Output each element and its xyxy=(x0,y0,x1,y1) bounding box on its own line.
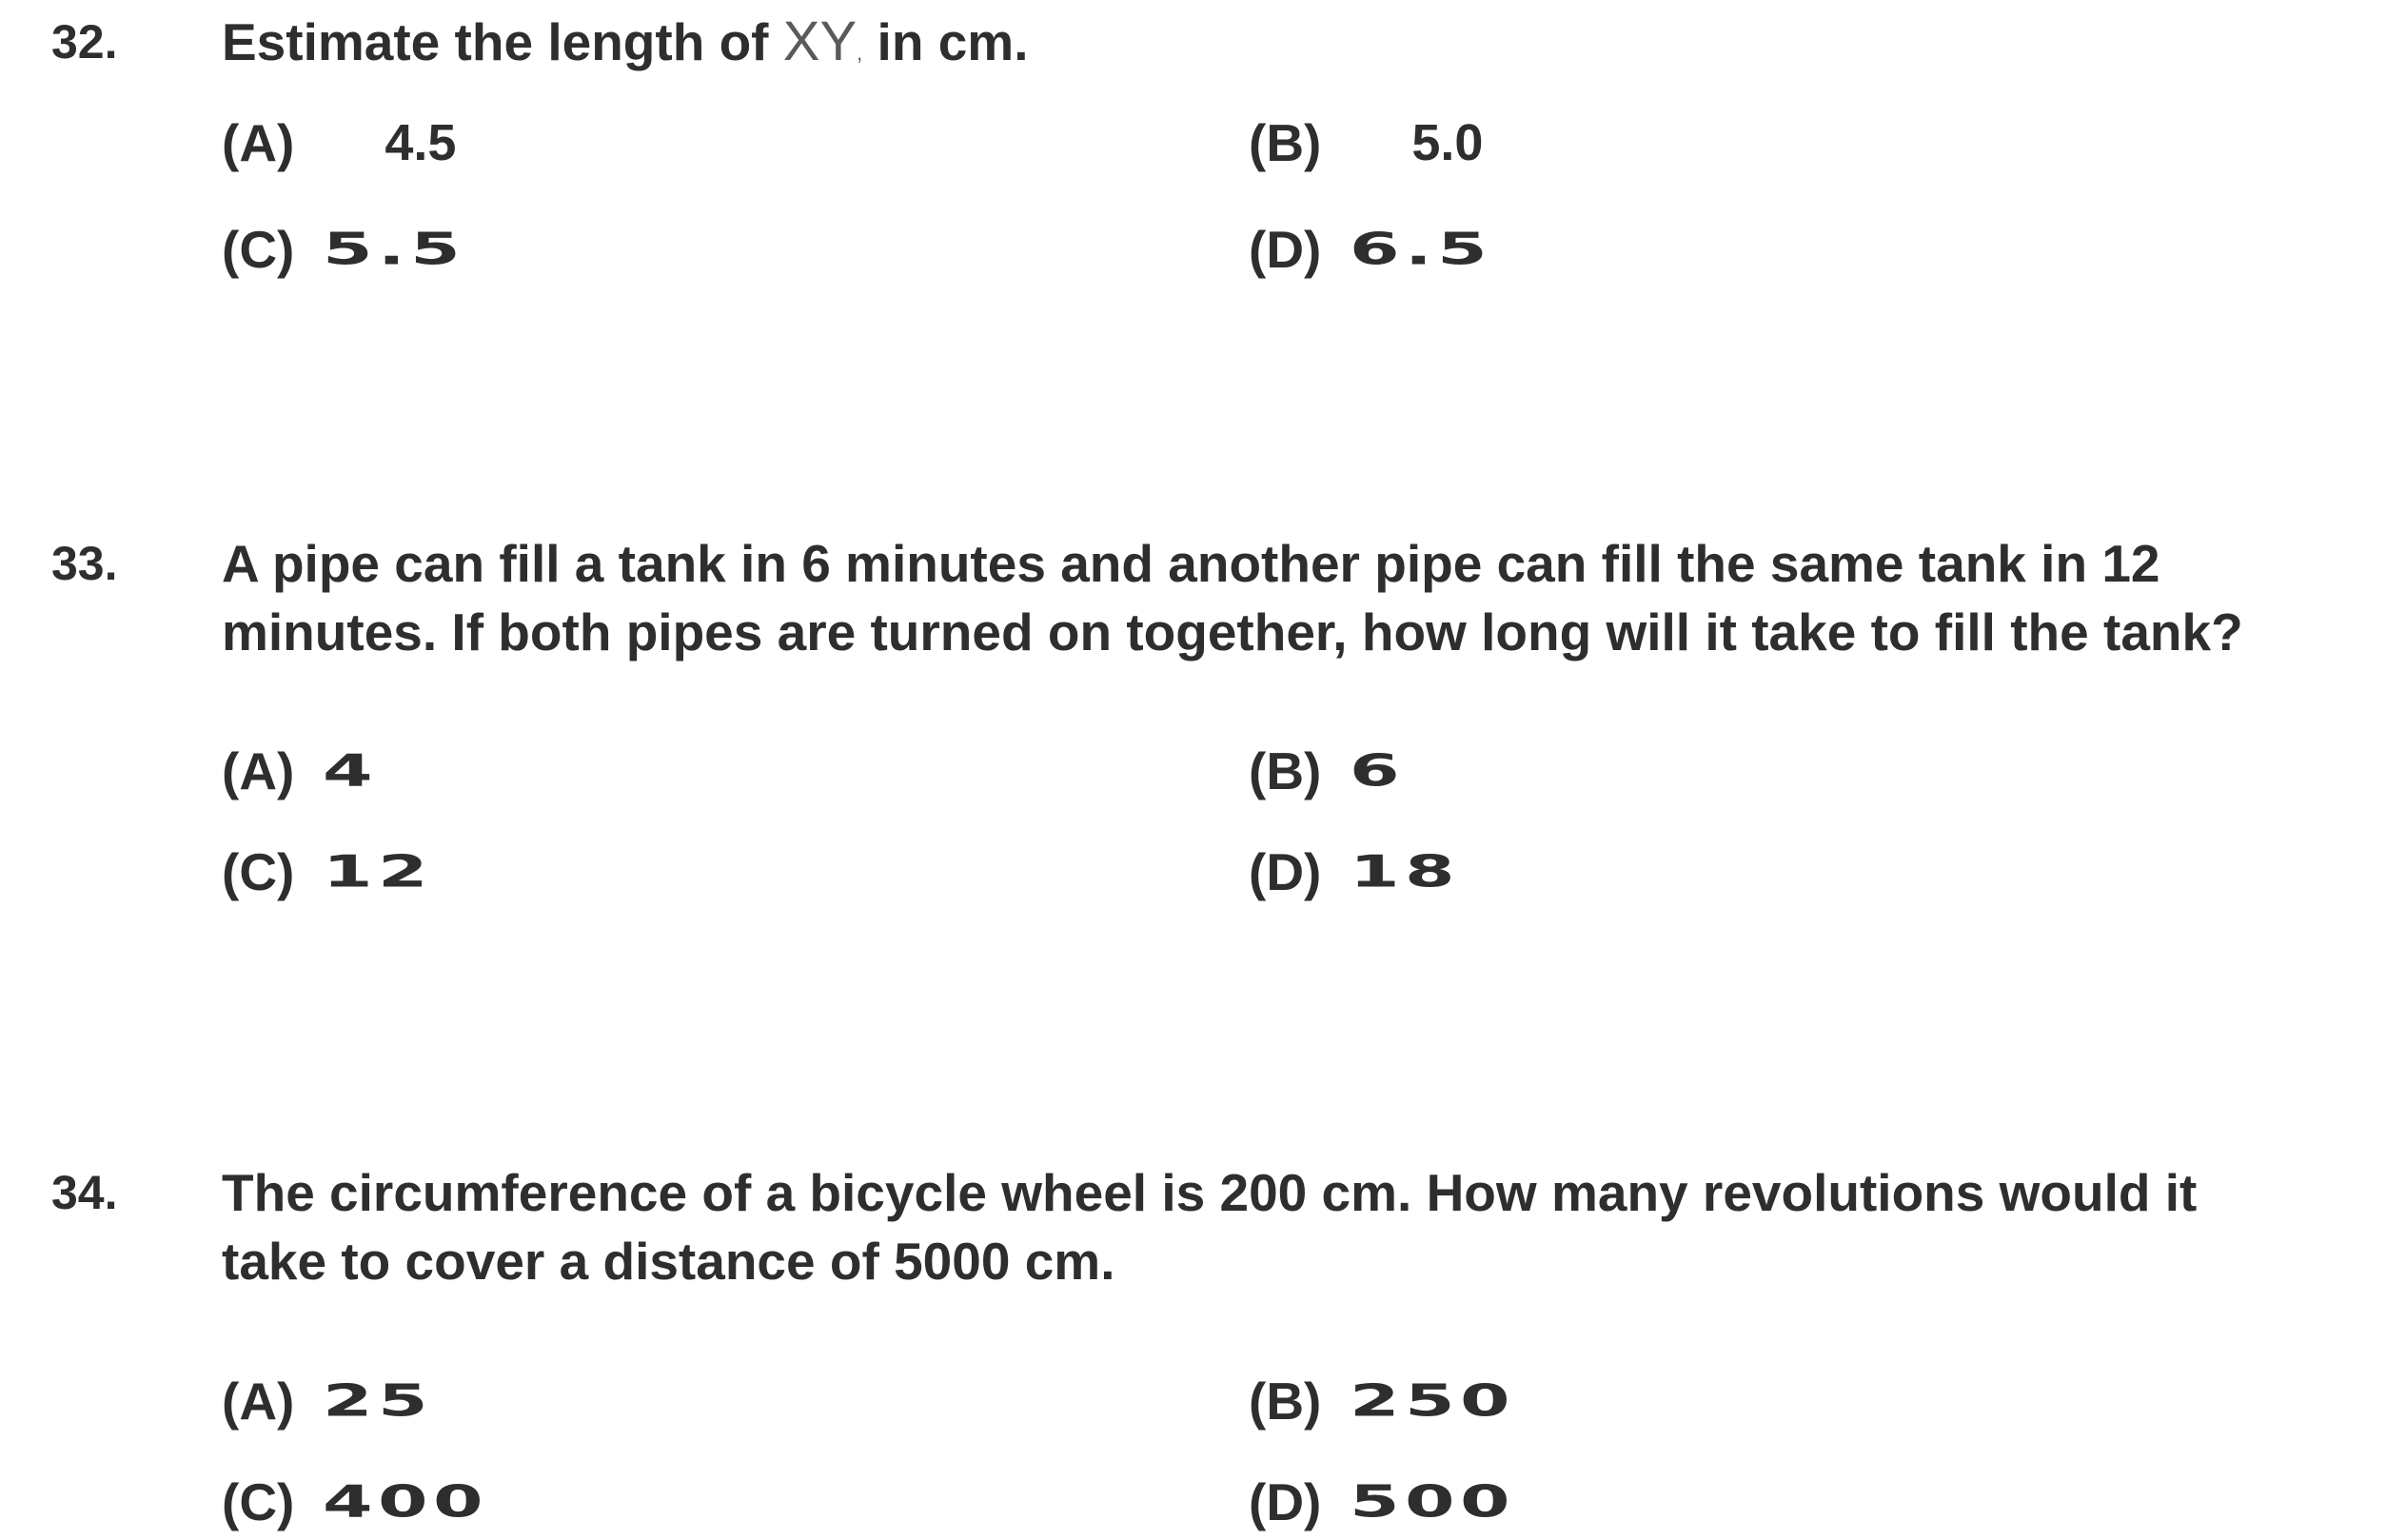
question-text-line: minutes. If both pipes are turned on together, how long will it take to fill the tank? xyxy=(222,602,2243,661)
option-value: 5.0 xyxy=(1411,114,1484,171)
question-number: 32. xyxy=(51,15,118,69)
option-value: 4.5 xyxy=(385,114,457,171)
option-letter: (C) xyxy=(222,220,295,279)
question-number: 34. xyxy=(51,1166,118,1219)
option-value: 12 xyxy=(323,846,434,898)
question-text-line: The circumference of a bicycle wheel is 200 cm. How many revolutions would it xyxy=(222,1163,2198,1222)
segment-label-xy: XY xyxy=(782,10,858,72)
segment-label-comma: , xyxy=(857,41,863,65)
option-32-d[interactable] xyxy=(1249,211,1493,287)
option-33-d[interactable] xyxy=(1249,834,1461,910)
question-text xyxy=(222,1158,2278,1295)
question-text xyxy=(222,8,2278,88)
option-32-c[interactable] xyxy=(222,211,466,287)
option-value: 25 xyxy=(323,1375,434,1427)
option-value: 4 xyxy=(323,745,379,797)
question-number: 33. xyxy=(51,537,118,590)
option-value: 5.5 xyxy=(323,224,466,275)
option-letter: (D) xyxy=(1249,842,1322,901)
option-letter: (A) xyxy=(222,113,295,172)
question-text-start: Estimate the length of xyxy=(222,12,783,71)
question-text-line: A pipe can fill a tank in 6 minutes and another pipe can fill the same tank in 12 xyxy=(222,534,2160,593)
option-letter: (C) xyxy=(222,842,295,901)
option-33-b[interactable] xyxy=(1249,733,1406,809)
option-letter: (B) xyxy=(1249,741,1322,800)
option-34-b[interactable] xyxy=(1249,1363,1516,1439)
option-letter: (B) xyxy=(1249,1372,1322,1431)
question-text xyxy=(222,529,2278,666)
option-value: 18 xyxy=(1350,846,1461,898)
option-32-b[interactable] xyxy=(1249,105,1483,181)
option-33-c[interactable] xyxy=(222,834,434,910)
option-value: 6.5 xyxy=(1350,224,1493,275)
question-text-line: take to cover a distance of 5000 cm. xyxy=(222,1232,1115,1291)
option-letter: (A) xyxy=(222,1372,295,1431)
option-letter: (C) xyxy=(222,1472,295,1531)
option-letter: (D) xyxy=(1249,220,1322,279)
option-value: 6 xyxy=(1350,745,1406,797)
option-33-a[interactable] xyxy=(222,733,379,809)
option-value: 500 xyxy=(1350,1476,1516,1528)
option-34-a[interactable] xyxy=(222,1363,434,1439)
option-letter: (D) xyxy=(1249,1472,1322,1531)
option-34-d[interactable] xyxy=(1249,1464,1516,1540)
option-letter: (B) xyxy=(1249,113,1322,172)
option-letter: (A) xyxy=(222,741,295,800)
option-value: 400 xyxy=(323,1476,489,1528)
option-value: 250 xyxy=(1350,1375,1516,1427)
option-32-a[interactable] xyxy=(222,105,456,181)
option-34-c[interactable] xyxy=(222,1464,489,1540)
question-text-end: in cm. xyxy=(862,12,1029,71)
